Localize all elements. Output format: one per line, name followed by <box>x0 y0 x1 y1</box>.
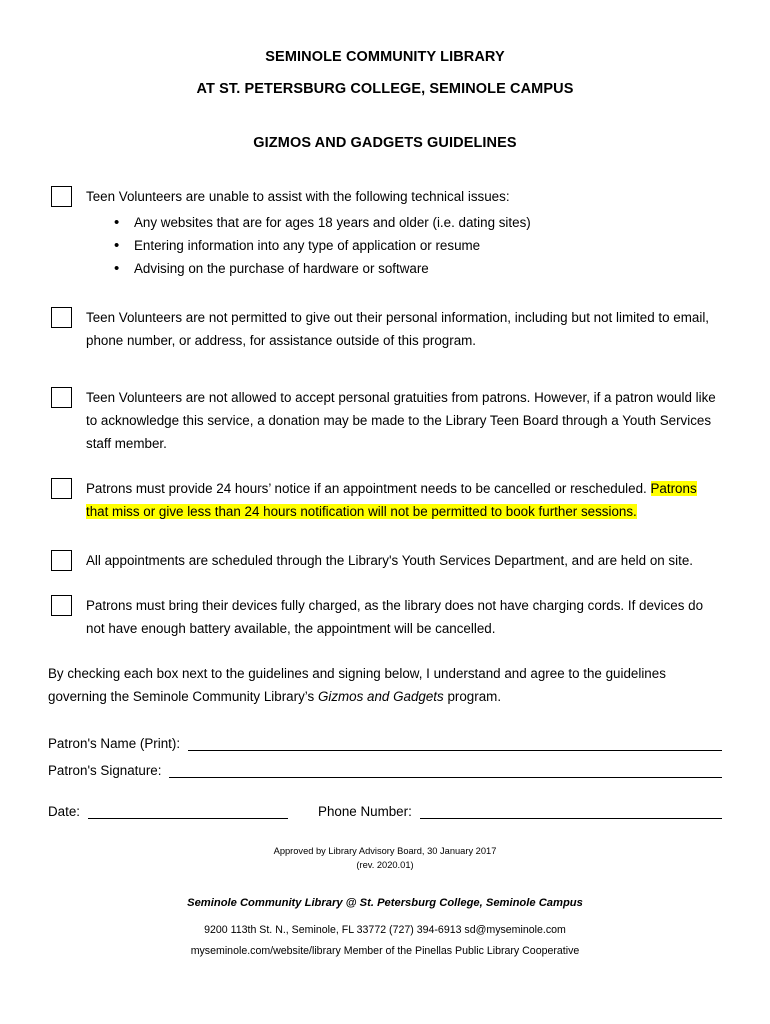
guideline-checkbox-1[interactable] <box>51 186 72 207</box>
approval-block <box>48 845 722 873</box>
guideline-text-highlighted: Patrons that miss or give less than 24 hours notification will not be permitted to book further sessions. <box>86 480 697 519</box>
agreement-part1: By checking each box next to the guidelines and signing below, I understand and agree to the guidelines governing the Seminole Community Library’s <box>48 666 666 705</box>
guideline-checkbox-6[interactable] <box>51 595 72 616</box>
guideline-item <box>48 306 722 352</box>
footer-address: 9200 113th St. N., Seminole, FL 33772 (727) 394-6913 sd@myseminole.com <box>204 924 566 937</box>
guideline-checkbox-5[interactable] <box>51 550 72 571</box>
guideline-text: Patrons must bring their devices fully charged, as the library does not have charging cords. If devices do not have enough battery available, the appointment will be cancelled. <box>86 598 704 637</box>
date-phone-row <box>48 804 722 819</box>
guideline-checkbox-2[interactable] <box>51 307 72 328</box>
agreement-paragraph <box>48 662 722 708</box>
guideline-text: All appointments are scheduled through the Library's Youth Services Department, and are held on site. <box>86 553 693 569</box>
page-title-line2: AT ST. PETERSBURG COLLEGE, SEMINOLE CAMPUS <box>196 80 574 97</box>
list-item: • Any websites that are for ages 18 years and older (i.e. dating sites) <box>108 211 722 234</box>
guideline-text-plain: Patrons must provide 24 hours’ notice if an appointment needs to be cancelled or rescheduled. <box>86 480 651 496</box>
agreement-program-name: Gizmos and Gadgets <box>317 689 444 705</box>
agreement-part2: program. <box>443 689 502 705</box>
guideline-item <box>48 549 722 572</box>
list-item: • Entering information into any type of application or resume <box>108 234 722 257</box>
patron-name-input[interactable] <box>188 736 722 751</box>
date-input[interactable] <box>88 804 288 819</box>
guideline-checkbox-4[interactable] <box>51 478 72 499</box>
footer-web: myseminole.com/website/library Member of the Pinellas Public Library Cooperative <box>190 944 580 957</box>
page-title-line3: GIZMOS AND GADGETS GUIDELINES <box>253 135 517 151</box>
guideline-text: Teen Volunteers are not allowed to accept personal gratuities from patrons. However, if a patron would like to acknowledge this service, a donation may be made to the Library Teen Board through a Youth Services staff member. <box>86 389 716 451</box>
approval-line2: (rev. 2020.01) <box>356 860 414 871</box>
patron-signature-label: Patron's Signature: <box>48 763 162 779</box>
phone-label: Phone Number: <box>318 804 412 820</box>
patron-name-row <box>48 736 722 751</box>
guideline-item <box>48 594 722 640</box>
guideline-text <box>86 477 722 523</box>
page-footer <box>48 897 722 959</box>
date-label: Date: <box>48 804 81 820</box>
signature-fields <box>48 736 722 819</box>
patron-name-label: Patron's Name (Print): <box>48 736 181 752</box>
list-item: • Advising on the purchase of hardware or software <box>108 257 722 280</box>
guideline-text: Teen Volunteers are unable to assist with the following technical issues: <box>86 188 510 204</box>
guideline-sub-list <box>86 211 722 280</box>
patron-signature-input[interactable] <box>169 763 722 778</box>
guideline-text: Teen Volunteers are not permitted to give out their personal information, including but not limited to email, phone number, or address, for assistance outside of this program. <box>86 309 710 348</box>
guidelines-list <box>48 185 722 641</box>
guideline-item <box>48 477 722 523</box>
guideline-item <box>48 185 722 280</box>
footer-title: Seminole Community Library @ St. Petersburg College, Seminole Campus <box>187 897 583 910</box>
approval-line1: Approved by Library Advisory Board, 30 January 2017 <box>273 846 497 857</box>
guideline-item <box>48 386 722 455</box>
phone-input[interactable] <box>420 804 722 819</box>
guideline-checkbox-3[interactable] <box>51 387 72 408</box>
patron-signature-row <box>48 763 722 778</box>
page-title-line1: SEMINOLE COMMUNITY LIBRARY <box>265 49 505 65</box>
